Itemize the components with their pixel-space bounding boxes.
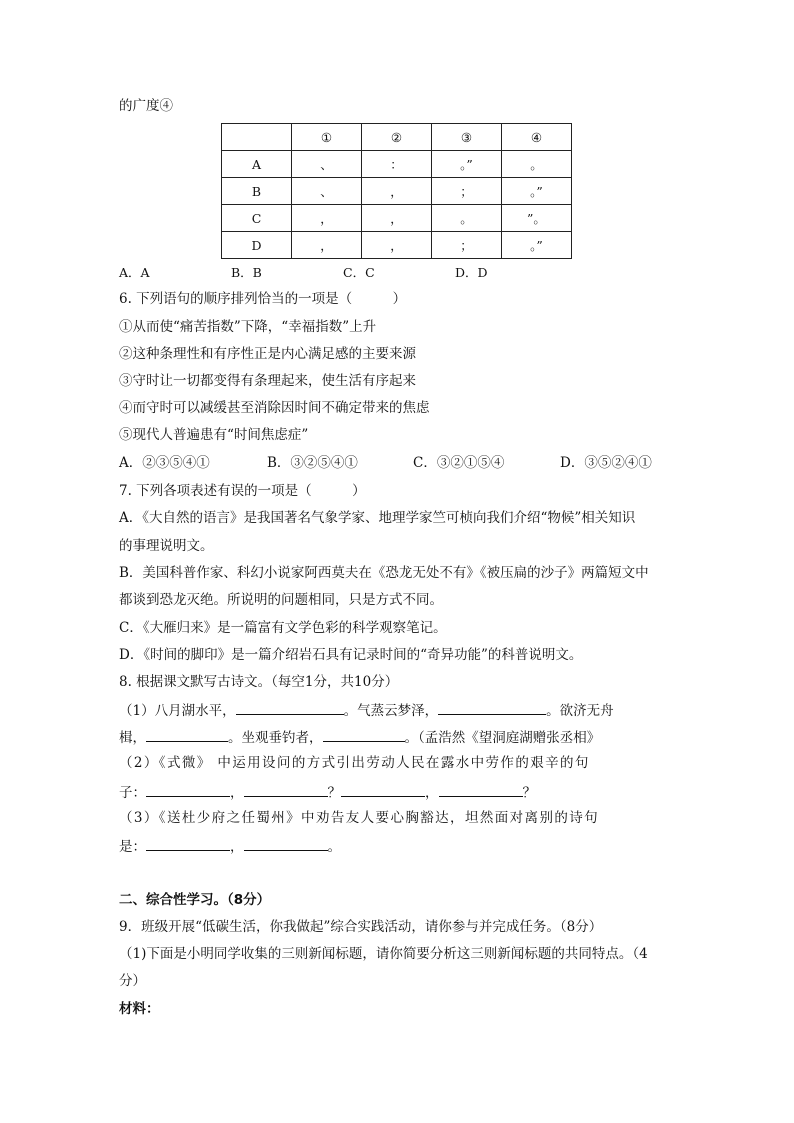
- answer-blank[interactable]: [146, 727, 228, 742]
- answer-blank[interactable]: [438, 700, 546, 715]
- table-row: [222, 232, 572, 259]
- q8-text: 子：: [119, 785, 146, 801]
- table-row: [222, 151, 572, 178]
- q8-stem: 8. 根据课文默写古诗文。（每空1分，共10分）: [119, 674, 399, 690]
- table-cell: ；: [432, 232, 502, 259]
- q8-text: ？: [327, 785, 341, 801]
- table-cell: ，: [362, 205, 432, 232]
- q7-line: C．《大雁归来》是一篇富有文学色彩的科学观察笔记。: [119, 620, 447, 636]
- table-cell: ②: [362, 124, 432, 151]
- q6-item: ③守时让一切都变得有条理起来，使生活有序起来: [119, 373, 416, 389]
- table-cell: ”。: [502, 205, 572, 232]
- table-cell: ，: [292, 232, 362, 259]
- q8-text: 是：: [119, 839, 146, 855]
- q5-option-c: C．C: [343, 265, 375, 280]
- q6-item: ②这种条理性和有序性正是内心满足感的主要来源: [119, 346, 416, 362]
- q8-text: 。气蒸云梦泽，: [343, 703, 439, 719]
- q8-text: 。（孟浩然《望洞庭湖赠张丞相》: [404, 730, 601, 746]
- table-cell: B: [222, 178, 292, 205]
- answer-blank[interactable]: [244, 836, 328, 851]
- q7-line: A．《大自然的语言》是我国著名气象学家、地理学家竺可桢向我们介绍“物候”相关知识: [119, 510, 636, 526]
- q7-line: B．美国科普作家、科幻小说家阿西莫夫在《恐龙无处不有》《被压扁的沙子》两篇短文中: [119, 565, 649, 581]
- answer-blank[interactable]: [146, 836, 230, 851]
- table-cell: 。”: [502, 232, 572, 259]
- q8-part2-line2: [119, 782, 536, 802]
- answer-blank[interactable]: [236, 700, 344, 715]
- answer-blank[interactable]: [146, 782, 230, 797]
- table-cell: [222, 124, 292, 151]
- q8-part3-line1: （3）《送杜少府之任蜀州》中劝告友人要心胸豁达，坦然面对离别的诗句: [119, 810, 600, 826]
- table-cell: ：: [362, 151, 432, 178]
- q7-line: 的事理说明文。: [119, 538, 214, 554]
- q6-stem: 6. 下列语句的顺序排列恰当的一项是（ ）: [119, 291, 407, 307]
- table-cell: ④: [502, 124, 572, 151]
- q8-part1-line2: [119, 727, 600, 747]
- answer-blank[interactable]: [439, 782, 523, 797]
- q8-text: ？: [522, 785, 536, 801]
- table-cell: 。”: [432, 151, 502, 178]
- answer-blank[interactable]: [341, 782, 425, 797]
- q5-option-d: D．D: [455, 265, 488, 280]
- q8-text: ，: [230, 839, 244, 855]
- q6-item: ①从而使“痛苦指数”下降，“幸福指数”上升: [119, 319, 377, 335]
- q8-text: 楫，: [119, 730, 146, 746]
- table-cell: ，: [362, 178, 432, 205]
- table-cell: D: [222, 232, 292, 259]
- q7-line: 都谈到恐龙灭绝。所说明的问题相同，只是方式不同。: [119, 592, 443, 608]
- q8-text: 。: [327, 839, 341, 855]
- q8-part1-line1: [119, 700, 614, 720]
- table-cell: A: [222, 151, 292, 178]
- q5-option-b: B．B: [231, 265, 262, 280]
- table-cell: 。”: [502, 178, 572, 205]
- table-cell: ③: [432, 124, 502, 151]
- q7-stem: 7. 下列各项表述有误的一项是（ ）: [119, 483, 366, 499]
- table-cell: 。: [432, 205, 502, 232]
- q6-option-c: C．③②①⑤④: [413, 455, 505, 471]
- q8-text: 。欲济无舟: [546, 703, 614, 719]
- q6-option-a: A．②③⑤④①: [119, 455, 210, 471]
- q6-item: ④而守时可以减缓甚至消除因时间不确定带来的焦虑: [119, 400, 430, 416]
- material-label: 材料：: [119, 1001, 160, 1017]
- table-cell: ，: [362, 232, 432, 259]
- section-2-heading: 二、综合性学习。（8分）: [119, 892, 271, 908]
- table-row: [222, 178, 572, 205]
- answer-blank[interactable]: [244, 782, 328, 797]
- table-header-row: [222, 124, 572, 151]
- table-cell: 、: [292, 151, 362, 178]
- q8-text: ，: [425, 785, 439, 801]
- table-cell: ；: [432, 178, 502, 205]
- q9-part1: （1)下面是小明同学收集的三则新闻标题，请你简要分析这三则新闻标题的共同特点。（4: [119, 946, 648, 962]
- q8-text: （1）八月湖水平，: [119, 703, 236, 719]
- table-cell: 、: [292, 178, 362, 205]
- q8-part2-line1: （2）《式微》 中运用设问的方式引出劳动人民在露水中劳作的艰辛的句: [119, 755, 590, 771]
- q6-option-b: B．③②⑤④①: [267, 455, 358, 471]
- table-cell: C: [222, 205, 292, 232]
- q6-item: ⑤现代人普遍患有“时间焦虑症”: [119, 427, 309, 443]
- q8-part3-line2: [119, 836, 341, 856]
- q6-option-d: D．③⑤②④①: [560, 455, 652, 471]
- q8-text: 。坐观垂钓者，: [228, 730, 323, 746]
- top-fragment: 的广度④: [119, 98, 173, 114]
- q9-part1-cont: 分）: [119, 973, 146, 989]
- table-cell: ①: [292, 124, 362, 151]
- table-row: [222, 205, 572, 232]
- answer-blank[interactable]: [323, 727, 405, 742]
- q5-option-a: A．A: [119, 265, 150, 280]
- table-cell: ，: [292, 205, 362, 232]
- punctuation-table: [221, 123, 572, 259]
- table-cell: 。: [502, 151, 572, 178]
- q9-stem: 9．班级开展“低碳生活，你我做起”综合实践活动，请你参与并完成任务。（8分）: [119, 919, 603, 935]
- q7-line: D．《时间的脚印》是一篇介绍岩石具有记录时间的“奇异功能”的科普说明文。: [119, 647, 583, 663]
- q8-text: ，: [230, 785, 244, 801]
